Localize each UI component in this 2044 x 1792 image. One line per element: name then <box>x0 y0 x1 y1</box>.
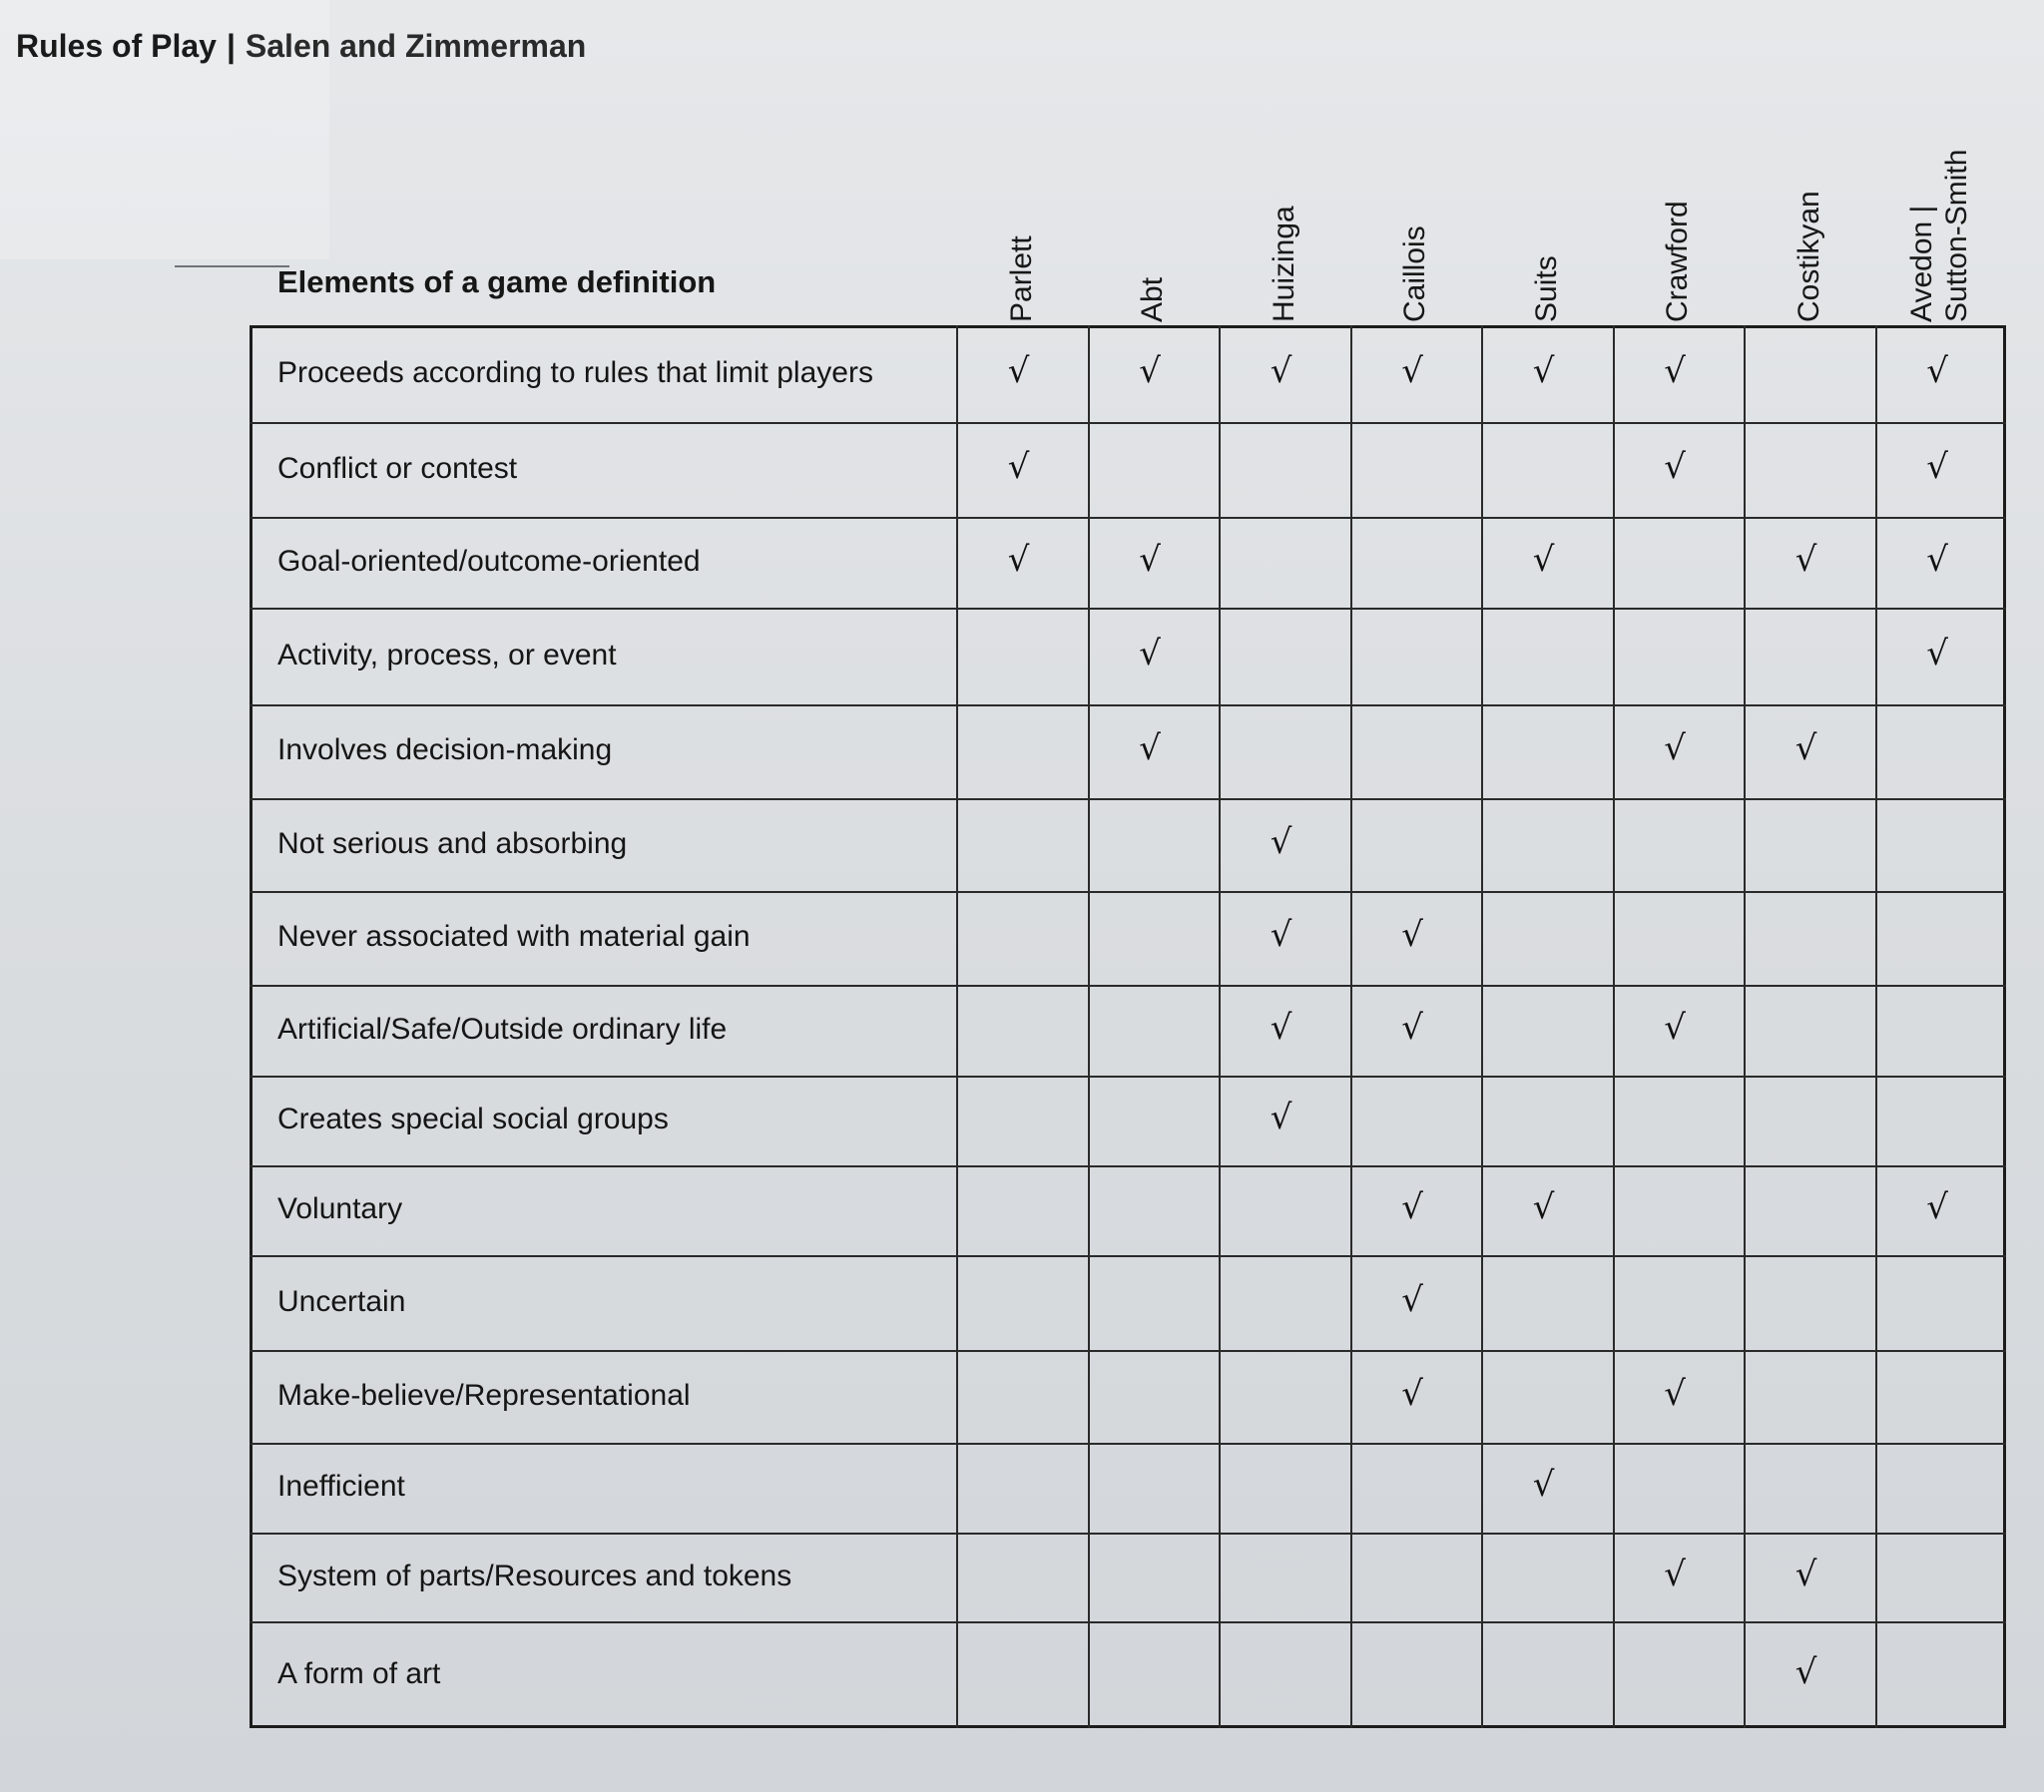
running-head-authors: Salen and Zimmerman <box>245 28 587 64</box>
running-head <box>16 28 586 65</box>
check-mark: √ <box>1794 539 1817 580</box>
column-header-caillois <box>1398 225 1432 322</box>
column-header-line: Abt <box>1136 276 1170 322</box>
check-mark: √ <box>1664 1007 1686 1048</box>
check-mark: √ <box>1794 1554 1817 1594</box>
check-mark: √ <box>1532 1187 1555 1227</box>
row-label: Not serious and absorbing <box>277 826 628 860</box>
check-mark: √ <box>1401 350 1423 391</box>
check-mark: √ <box>1270 915 1292 955</box>
table-heading: Elements of a game definition <box>277 264 717 299</box>
column-header-huizinga <box>1268 206 1301 322</box>
check-mark: √ <box>1926 446 1948 487</box>
row-divider <box>250 1255 2006 1257</box>
row-label: Goal-oriented/outcome-oriented <box>277 544 701 578</box>
check-mark: √ <box>1401 1007 1423 1048</box>
row-label: A form of art <box>277 1656 441 1690</box>
row-divider <box>250 1076 2006 1078</box>
check-mark: √ <box>1139 728 1161 768</box>
row-label: Make-believe/Representational <box>277 1378 691 1412</box>
column-divider <box>1744 325 1746 1728</box>
check-mark: √ <box>1532 1465 1555 1505</box>
check-mark: √ <box>1664 350 1686 391</box>
check-mark: √ <box>1926 539 1948 580</box>
column-header-line: Parlett <box>1004 235 1038 322</box>
column-header-line: Crawford <box>1661 201 1695 322</box>
column-header-abt <box>1136 277 1170 322</box>
check-mark: √ <box>1926 1187 1948 1227</box>
row-divider <box>250 1443 2006 1445</box>
column-header-line: Sutton-Smith <box>1939 149 1973 322</box>
column-divider <box>1875 325 1877 1728</box>
row-divider <box>250 704 2006 706</box>
check-mark: √ <box>1664 446 1686 487</box>
row-label: Involves decision-making <box>277 733 613 766</box>
column-divider <box>956 325 958 1728</box>
column-divider <box>1219 325 1221 1728</box>
check-mark: √ <box>1270 1098 1292 1137</box>
check-mark: √ <box>1532 350 1555 391</box>
check-mark: √ <box>1139 539 1161 580</box>
check-mark: √ <box>1664 728 1686 768</box>
column-header-avedon-sutton-smith <box>1905 150 1974 322</box>
check-mark: √ <box>1532 539 1555 580</box>
row-divider <box>250 1621 2006 1623</box>
row-divider <box>250 608 2006 610</box>
check-mark: √ <box>1270 1007 1292 1048</box>
row-label: Uncertain <box>277 1284 406 1318</box>
column-header-line: Avedon | <box>1905 205 1939 322</box>
column-header-crawford <box>1661 201 1695 322</box>
row-label: Voluntary <box>277 1192 403 1225</box>
column-divider <box>1481 325 1483 1728</box>
column-header-line: Costikyan <box>1791 191 1825 322</box>
column-divider <box>1088 325 1090 1728</box>
row-divider <box>250 1350 2006 1352</box>
row-label: System of parts/Resources and tokens <box>277 1559 792 1592</box>
check-mark: √ <box>1401 1373 1423 1414</box>
check-mark: √ <box>1270 821 1292 862</box>
check-mark: √ <box>1007 446 1030 487</box>
column-header-suits <box>1530 255 1564 322</box>
row-divider <box>250 1533 2006 1535</box>
decorative-line <box>175 265 289 267</box>
check-mark: √ <box>1664 1373 1686 1414</box>
row-divider <box>250 517 2006 519</box>
running-head-separator: | <box>226 28 236 64</box>
row-divider <box>250 1165 2006 1167</box>
check-mark: √ <box>1664 1554 1686 1594</box>
row-divider <box>250 985 2006 987</box>
column-header-line: Huizinga <box>1267 206 1300 322</box>
check-mark: √ <box>1794 1651 1817 1692</box>
column-header-costikyan <box>1792 191 1826 322</box>
row-divider <box>250 891 2006 893</box>
row-label: Inefficient <box>277 1470 405 1503</box>
check-mark: √ <box>1401 915 1423 955</box>
check-mark: √ <box>1139 350 1161 391</box>
column-header-line: Suits <box>1529 255 1563 322</box>
column-header-line: Caillois <box>1398 225 1432 322</box>
column-header-parlett <box>1005 235 1039 322</box>
row-label: Proceeds according to rules that limit players <box>277 355 873 389</box>
check-mark: √ <box>1401 1187 1423 1227</box>
check-mark: √ <box>1401 1279 1423 1320</box>
row-label: Never associated with material gain <box>277 920 751 953</box>
row-divider <box>250 798 2006 800</box>
check-mark: √ <box>1139 633 1161 673</box>
check-mark: √ <box>1007 539 1030 580</box>
column-divider <box>1350 325 1352 1728</box>
row-label: Activity, process, or event <box>277 638 617 672</box>
row-divider <box>250 422 2006 424</box>
row-label: Artificial/Safe/Outside ordinary life <box>277 1012 728 1046</box>
check-mark: √ <box>1794 728 1817 768</box>
column-divider <box>1613 325 1615 1728</box>
row-label: Conflict or contest <box>277 451 518 485</box>
check-mark: √ <box>1926 350 1948 391</box>
check-mark: √ <box>1007 350 1030 391</box>
check-mark: √ <box>1926 633 1948 673</box>
row-label: Creates special social groups <box>277 1103 669 1135</box>
check-mark: √ <box>1270 350 1292 391</box>
running-head-title: Rules of Play <box>16 28 217 64</box>
